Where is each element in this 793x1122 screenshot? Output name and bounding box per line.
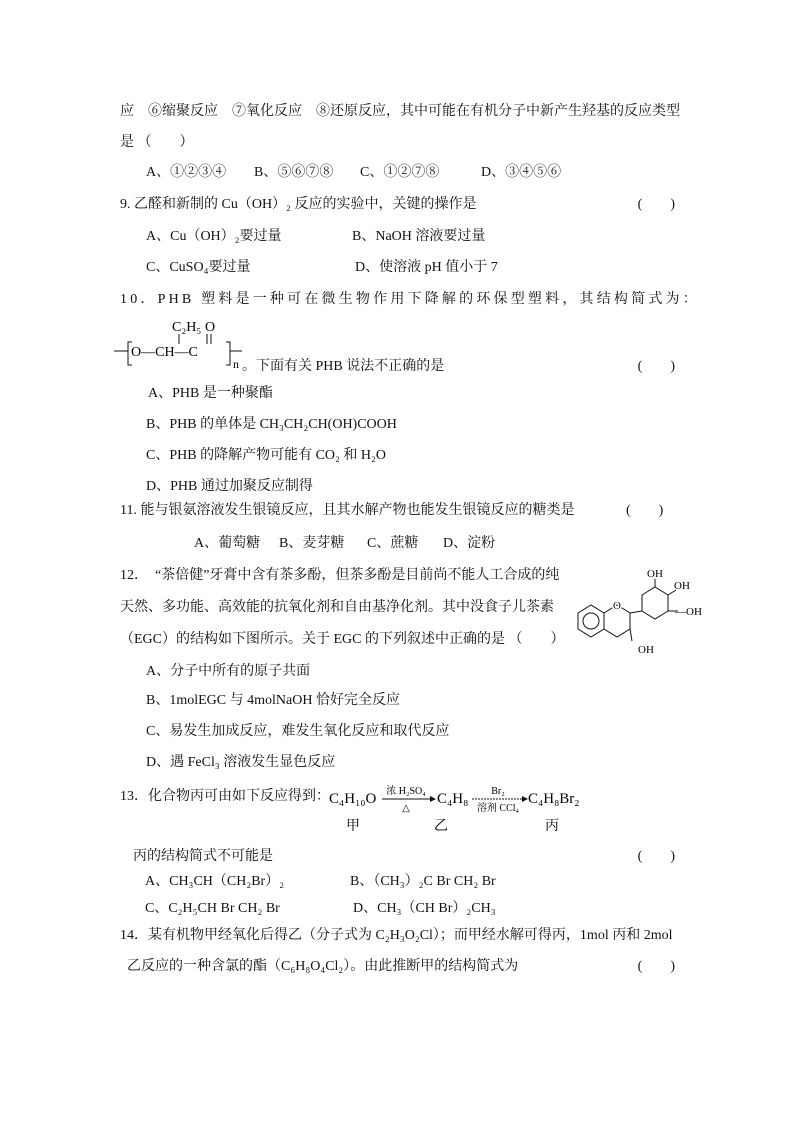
q8-line1: 应 ⑥缩聚反应 ⑦氧化反应 ⑧还原反应，其中可能在有机分子中新产生羟基的反应类型	[120, 104, 680, 119]
q13-option-c: C、C₂H₅CH Br CH₂ Br	[145, 901, 280, 916]
q13-stem2: 丙的结构简式不可能是	[133, 849, 273, 864]
q11-option-d: D、淀粉	[443, 536, 496, 551]
q9-option-c: C、CuSO₄要过量	[146, 260, 251, 275]
q13-answer-paren: ( )	[637, 849, 675, 864]
q10-option-a: A、PHB 是一种聚酯	[148, 386, 273, 401]
q14-answer-paren: ( )	[637, 959, 675, 974]
egc-oh-label-4: OH	[638, 644, 654, 656]
q8-option-b: B、⑤⑥⑦⑧	[254, 165, 334, 180]
q9-option-b: B、NaOH 溶液要过量	[352, 229, 486, 244]
q9-answer-paren: ( )	[637, 197, 675, 212]
q12-option-a: A、分子中所有的原子共面	[146, 664, 311, 679]
label-yi: 乙	[434, 819, 448, 834]
q9-stem: 9. 乙醛和新制的 Cu（OH）₂ 反应的实验中，关键的操作是	[120, 197, 477, 212]
q8-option-a: A、①②③④	[146, 165, 227, 180]
q12-option-b: B、1molEGC 与 4molNaOH 恰好完全反应	[146, 693, 400, 708]
formula-n: n	[233, 357, 239, 371]
q10-option-b: B、PHB 的单体是 CH₃CH₂CH(OH)COOH	[146, 417, 397, 432]
q12-line1: 12． “茶倍健”牙膏中含有茶多酚，但茶多酚是目前尚不能人工合成的纯	[120, 568, 560, 583]
q9-option-d: D、使溶液 pH 值小于 7	[355, 260, 498, 275]
label-jia: 甲	[346, 819, 360, 834]
q13-stem: 13．化合物丙可由如下反应得到：	[120, 789, 330, 804]
q14-line1: 14．某有机物甲经氧化后得乙（分子式为 C₂H₃O₂Cl）；而甲经水解可得丙，1mol 丙和 2mol	[120, 928, 673, 943]
label-bing: 丙	[545, 819, 559, 834]
q10-answer-paren: ( )	[637, 359, 675, 374]
q12-option-d: D、遇 FeCl₃ 溶液发生显色反应	[146, 755, 336, 770]
q11-answer-paren: ( )	[626, 503, 664, 518]
q11-option-a: A、葡萄糖	[194, 536, 261, 551]
q8-option-d: D、③④⑤⑥	[481, 165, 562, 180]
q10-option-d: D、PHB 通过加聚反应制得	[146, 479, 313, 494]
compound-jia: C₄H₁₀O	[329, 791, 377, 807]
q11-option-b: B、麦芽糖	[279, 536, 345, 551]
q10-option-c: C、PHB 的降解产物可能有 CO₂ 和 H₂O	[146, 448, 387, 463]
egc-ring-oxygen: O	[613, 600, 621, 612]
formula-o-top: O	[205, 320, 216, 335]
condition-1-top: 浓 H₂SO₄	[386, 786, 426, 797]
compound-bing: C₄H₈Br₂	[528, 791, 580, 807]
q14-line2: 乙反应的一种含氯的酯（C₆H₈O₄Cl₂）。由此推断甲的结构简式为	[127, 959, 519, 974]
egc-oh-label-1: OH	[647, 568, 663, 580]
q8-line2: 是 （ ）	[120, 135, 194, 150]
q10-stem2: 。下面有关 PHB 说法不正确的是	[242, 359, 445, 374]
phb-structure-formula	[114, 316, 244, 372]
compound-yi: C₄H₈	[437, 791, 469, 807]
reaction-scheme	[320, 784, 580, 834]
condition-2-top: Br₂	[491, 786, 505, 797]
condition-2-bottom: 溶剂 CCl₄	[476, 803, 520, 814]
q9-option-a: A、Cu（OH）₂要过量	[146, 229, 282, 244]
q12-option-c: C、易发生加成反应，难发生氧化反应和取代反应	[146, 724, 450, 739]
q13-option-a: A、CH₃CH（CH₂Br）₂	[145, 874, 285, 889]
formula-c2h5: C₂H₅	[172, 320, 202, 335]
q11-option-c: C、蔗糖	[367, 536, 419, 551]
egc-oh-label-2: OH	[674, 580, 690, 592]
q12-line2: 天然、多功能、高效能的抗氧化剂和自由基净化剂。其中没食子儿茶素	[120, 600, 554, 615]
egc-structure-diagram	[570, 565, 710, 660]
formula-backbone: O—CH—C	[131, 345, 198, 360]
q11-stem: 11. 能与银氨溶液发生银镜反应，且其水解产物也能发生银镜反应的糖类是	[120, 503, 575, 518]
q13-option-b: B、（CH₃）₂C Br CH₂ Br	[350, 874, 496, 889]
q8-option-c: C、①②⑦⑧	[360, 165, 440, 180]
q12-line3: （EGC）的结构如下图所示。关于 EGC 的下列叙述中正确的是 （ ）	[120, 632, 565, 647]
q13-option-d: D、CH₃（CH Br）₂CH₃	[353, 901, 496, 916]
egc-oh-label-3: —OH	[675, 606, 702, 618]
condition-1-bottom: △	[402, 803, 410, 814]
q10-stem: 10．PHB 塑料是一种可在微生物作用下降解的环保型塑料，其结构简式为：	[120, 292, 700, 307]
